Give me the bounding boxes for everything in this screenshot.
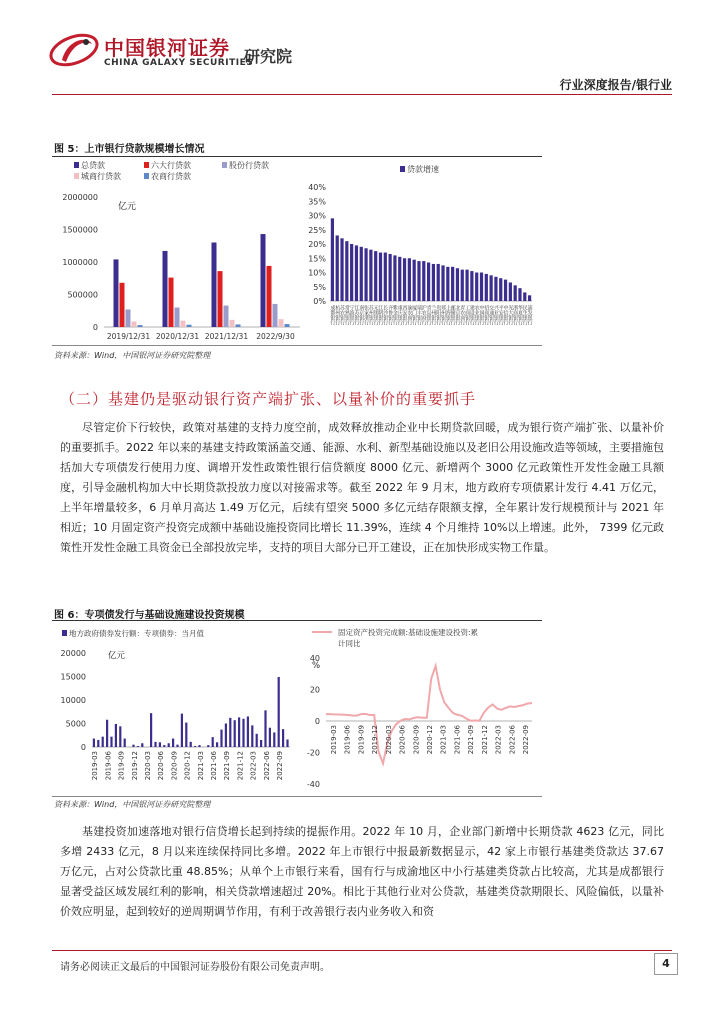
bar — [279, 319, 284, 327]
paragraph-1 — [60, 418, 664, 558]
bar — [461, 270, 464, 301]
bar — [150, 713, 152, 747]
y-tick-label: 40% — [308, 183, 326, 192]
x-tick-label: 青农商行 — [459, 305, 466, 325]
legend-label: 地方政府债券发行额：专项债券：当月值 — [69, 629, 204, 638]
y-tick-label: 20 — [309, 685, 320, 695]
x-tick-label: 2020-12 — [426, 725, 434, 755]
bar — [504, 280, 507, 301]
bar — [216, 742, 218, 747]
x-tick-label: 宁波银行 — [348, 305, 355, 325]
x-tick-label: 交通银行 — [488, 305, 495, 325]
x-tick-label: 2019-09 — [357, 725, 366, 755]
brand-name-cn: 中国银河证券 — [104, 36, 230, 60]
bar — [340, 238, 343, 301]
x-tick-label: 杭州银行 — [334, 305, 341, 325]
bar — [120, 283, 125, 327]
x-tick-label: 2022-06 — [262, 751, 271, 781]
bar — [218, 271, 223, 327]
bar — [470, 271, 473, 301]
x-tick-label: 2022-09 — [276, 751, 284, 781]
bar — [141, 743, 143, 747]
bar — [285, 324, 290, 327]
bar — [432, 264, 435, 301]
y-tick-label: 0 — [314, 717, 320, 726]
bar — [238, 717, 240, 747]
x-tick-label: 瑞丰银行 — [415, 305, 422, 325]
x-tick-label: 华夏银行 — [516, 305, 523, 325]
x-tick-label: 2020-06 — [398, 725, 407, 755]
bar — [514, 285, 517, 301]
bar — [229, 718, 231, 747]
x-tick-label: 2022-06 — [508, 725, 517, 755]
bar — [242, 719, 244, 747]
x-tick-label: 2021-09 — [223, 751, 232, 781]
x-tick-label: 紫金银行 — [391, 305, 398, 325]
x-tick-label: 2019-06 — [343, 725, 352, 755]
legend-label: 贷款增速 — [407, 165, 439, 174]
report-type: 行业深度报告/银行业 — [559, 78, 672, 92]
bar — [251, 725, 253, 747]
x-tick-label: 浙商银行 — [512, 305, 519, 325]
y-tick-label: 0 — [80, 743, 86, 752]
bar — [441, 265, 444, 301]
bar — [159, 742, 161, 747]
bar — [422, 261, 425, 301]
bar — [485, 274, 488, 301]
x-tick-label: 2019-03 — [91, 751, 100, 781]
bar — [256, 734, 258, 747]
bar — [106, 720, 108, 747]
y-tick-label: -20 — [306, 748, 320, 758]
x-tick-label: 齐鲁银行 — [387, 305, 394, 325]
x-tick-label: 2022/9/30 — [256, 332, 295, 341]
bar — [236, 324, 241, 327]
x-tick-label: 平安银行 — [497, 305, 504, 325]
x-tick-label: 建设银行 — [468, 305, 475, 325]
x-tick-label: 2021-09 — [467, 725, 476, 755]
x-tick-label: 2021-03 — [196, 751, 205, 781]
bar — [360, 247, 363, 301]
y-tick-label: 15000 — [60, 672, 86, 682]
bar — [518, 288, 521, 301]
bar — [124, 739, 126, 747]
y-tick-label: 5000 — [65, 719, 86, 729]
x-tick-label: 邮储银行 — [449, 305, 456, 325]
y-tick-label: -40 — [306, 780, 320, 789]
y-tick-label: 1500000 — [62, 225, 98, 235]
x-tick-label: 2020-03 — [384, 725, 393, 755]
legend-swatch — [144, 173, 149, 179]
legend-label: 农商行贷款 — [151, 172, 191, 181]
bar — [224, 306, 229, 327]
bar — [499, 278, 502, 301]
bar — [119, 726, 121, 747]
bar — [212, 737, 214, 747]
bar — [345, 241, 348, 301]
footer-disclaimer: 请务必阅读正文最后的中国银河证券股份有限公司免责声明。 — [60, 962, 330, 973]
x-tick-label: 厦门银行 — [411, 305, 418, 325]
bar — [494, 277, 497, 301]
bar — [234, 720, 236, 747]
paragraph-1-text: 尽管定价下行较快，政策对基建的支持力度空前，成效释放推动企业中长期贷款回暖，成为银行资产端扩张、以量补价的重要抓手。2022 年以来的基建支持政策涵盖交通、能源、水利、新型基础设施以及老旧公用设施改造等领域，主要措施包括加大专项债发行使用力度、调增开发性政策性银行信贷额度 8000 亿元、新增两个 3000 亿元政策性开发性金融工具额度，引导金融机构加大中长期贷款投放力度以对接需求等。截至 2022 年 9 月末，地方政府专项债累计发行 4.41 万亿元，上半年增量较多，6 月单月高达 1.49 万亿元，后续有望突 5000 多亿元结存限额支撑，全年累计发行规模预计与 2021 年相近；10 月固定资产投资完成额中基础设施投资同比增长 11.39%，连续 4 个月维持 10%以上增速。此外， 7399 亿元政策性开发性金融工具资金已全部投放完毕，支持的项目大部分已开工建设，正在加快形成实物工作量。 — [60, 421, 664, 554]
x-tick-label: 民生银行 — [521, 305, 528, 325]
x-tick-label: 兰州银行 — [430, 305, 437, 325]
legend-label: 股份行贷款 — [229, 161, 269, 170]
x-tick-label: 浦发银行 — [526, 305, 533, 325]
x-tick-label: 2020-12 — [183, 751, 192, 781]
bar — [456, 268, 459, 301]
y-tick-label: 10000 — [60, 696, 86, 705]
bar — [198, 745, 200, 747]
x-tick-label: 沪农商行 — [420, 305, 427, 325]
paragraph-2 — [60, 822, 664, 922]
x-tick-label: 2019-03 — [329, 725, 338, 755]
bar — [168, 743, 170, 747]
x-tick-label: 苏农银行 — [339, 305, 346, 325]
bar — [413, 260, 416, 301]
y-tick-label: 0 — [92, 323, 98, 332]
legend-swatch — [400, 166, 405, 172]
x-tick-label: 2020-09 — [412, 725, 421, 755]
bar — [230, 320, 235, 327]
bar — [163, 251, 168, 327]
bar — [154, 742, 156, 747]
bar — [175, 308, 180, 328]
bar — [331, 218, 334, 301]
y-tick-label: 40 — [309, 654, 320, 663]
x-tick-label: 张家港行 — [363, 305, 370, 325]
brand-name-en: CHINA GALAXY SECURITIES — [104, 58, 254, 68]
x-tick-label: 2022-03 — [249, 751, 258, 781]
bar — [176, 745, 178, 747]
bar — [273, 304, 278, 327]
x-tick-label: 2019-09 — [117, 751, 126, 781]
institute-label: 研究院 — [244, 47, 293, 66]
y-tick-label: 20% — [308, 240, 326, 249]
bar — [451, 267, 454, 301]
x-tick-label: 2019-12 — [130, 751, 139, 781]
x-tick-label: 上海银行 — [444, 305, 451, 325]
x-tick-label: 2019-06 — [104, 751, 113, 781]
bar — [475, 273, 478, 302]
bar — [403, 258, 406, 301]
bar — [114, 259, 119, 327]
legend-label: 六大行贷款 — [151, 161, 191, 170]
bar — [355, 245, 358, 301]
legend-swatch — [74, 173, 79, 179]
x-tick-label: 2020-09 — [170, 751, 179, 781]
bar — [261, 234, 266, 327]
infrastructure-investment-chart — [300, 624, 546, 794]
bar — [181, 321, 186, 327]
legend-swatch — [74, 162, 79, 168]
x-tick-label: 2020-06 — [157, 751, 166, 781]
unit-label: % — [312, 661, 321, 671]
bar — [417, 261, 420, 301]
legend-label: 城商行贷款 — [81, 172, 121, 181]
bar — [446, 267, 449, 301]
unit-label: 亿元 — [108, 651, 126, 661]
bar — [97, 740, 99, 747]
bar — [398, 257, 401, 301]
page-number: 4 — [654, 953, 678, 975]
bar — [509, 282, 512, 301]
bar — [225, 724, 227, 748]
bar — [437, 264, 440, 301]
x-tick-label: 2021-12 — [480, 725, 489, 755]
legend-swatch — [222, 162, 227, 168]
bar — [523, 292, 526, 301]
x-tick-label: 南京银行 — [358, 305, 365, 325]
x-tick-label: 2019-12 — [371, 725, 380, 755]
figure6-source-rule — [52, 796, 542, 797]
y-tick-label: 30% — [308, 211, 326, 221]
x-tick-label: 2021-06 — [210, 751, 218, 781]
bar — [93, 739, 95, 747]
x-tick-label: 2021-12 — [236, 751, 245, 781]
figure5-source-rule — [52, 345, 542, 346]
bar — [374, 251, 377, 301]
bar — [490, 275, 493, 301]
figure5-title: 图 5：上市银行贷款规模增长情况 — [54, 144, 205, 155]
bar — [132, 321, 137, 327]
legend-label: 总贷款 — [81, 161, 105, 170]
bar — [260, 740, 262, 747]
x-tick-label: 青岛银行 — [425, 305, 432, 325]
bar — [369, 250, 372, 301]
bar — [269, 728, 271, 747]
figure5-title-rule — [52, 156, 542, 157]
figure6-title-rule — [52, 620, 542, 621]
bar — [264, 710, 266, 747]
bar — [172, 739, 174, 747]
x-tick-label: 重庆银行 — [396, 305, 403, 325]
x-tick-label: 2021-06 — [453, 725, 462, 755]
bar — [169, 278, 174, 327]
bar — [528, 295, 531, 301]
x-tick-label: 2022-09 — [522, 725, 531, 755]
bar — [384, 253, 387, 301]
bar — [207, 745, 209, 747]
bar — [379, 253, 382, 301]
x-tick-label: 郑州银行 — [440, 305, 447, 325]
legend-swatch — [62, 630, 67, 636]
bar — [336, 235, 339, 301]
x-tick-label: 兴业银行 — [492, 305, 499, 325]
x-tick-label: 农业银行 — [473, 305, 480, 325]
figure5-source: 资料来源：Wind，中国银河证券研究院整理 — [54, 351, 211, 360]
bar — [138, 325, 143, 327]
loan-scale-chart — [52, 160, 302, 345]
paragraph-2-text: 基建投资加速落地对银行信贷增长起到持续的提振作用。2022 年 10 月，企业部门新增中长期贷款 4623 亿元，同比多增 2433 亿元，8 月以来连续保持同比多增。2022 年上市银行中报最新数据显示，42 家上市银行基建类贷款达 37.67 万亿元，占对公贷款比重 48.85%；从单个上市银行来看，国有行与成渝地区中小行基建类贷款占比较高，尤其是成都银行显著受益区域发展红利的影响，相关贷款增速超过 20%。相比于其他行业对公贷款，基建类贷款期限长、风险偏低，以量补价效应明显，起到较好的逆周期调节作用，有利于改善银行表内业务收入和资 — [60, 825, 664, 918]
x-tick-label: 2021/12/31 — [204, 332, 249, 341]
x-tick-label: 光大银行 — [507, 305, 514, 325]
x-tick-label: 成都银行 — [329, 305, 336, 325]
x-tick-label: 长沙银行 — [382, 305, 389, 325]
bar — [187, 325, 192, 327]
galaxy-logo-icon — [48, 30, 100, 74]
bar — [480, 273, 483, 302]
bar — [220, 730, 222, 747]
x-tick-label: 中国银行 — [478, 305, 485, 325]
x-tick-label: 北京银行 — [454, 305, 461, 325]
y-tick-label: 15% — [308, 254, 326, 264]
x-tick-label: 2022-03 — [494, 725, 503, 755]
bar — [350, 244, 353, 301]
bar — [267, 266, 272, 327]
x-tick-label: 常熟银行 — [343, 305, 350, 325]
bar — [181, 714, 183, 747]
y-tick-label: 35% — [308, 197, 326, 207]
y-tick-label: 10% — [308, 268, 326, 278]
bar — [194, 746, 196, 747]
loan-growth-chart — [306, 160, 546, 345]
bar — [115, 724, 117, 747]
section-heading: （二）基建仍是驱动银行资产端扩张、以量补价的重要抓手 — [60, 390, 477, 408]
x-tick-label: 2020/12/31 — [155, 332, 200, 341]
legend-label: 计同比 — [338, 639, 361, 648]
bar — [282, 729, 284, 747]
y-tick-label: 2000000 — [62, 193, 98, 202]
bar — [132, 745, 134, 747]
unit-label: 亿元 — [118, 202, 137, 212]
y-tick-label: 20000 — [60, 649, 86, 658]
legend-swatch — [144, 162, 149, 168]
header-divider — [52, 94, 672, 95]
x-tick-label: 西安银行 — [401, 305, 408, 325]
y-tick-label: 25% — [308, 225, 326, 235]
x-tick-label: 无锡银行 — [372, 305, 379, 325]
bar — [427, 263, 430, 301]
bar — [273, 732, 275, 747]
x-tick-label: 贵阳银行 — [435, 305, 442, 325]
x-tick-label: 渝农商行 — [406, 305, 413, 325]
y-tick-label: 0% — [313, 297, 326, 306]
x-tick-label: 招商银行 — [483, 305, 490, 325]
bar — [126, 309, 131, 327]
x-tick-label: 中信银行 — [502, 305, 509, 325]
legend-label: 固定资产投资完成额:基础设施建设投资:累 — [338, 628, 479, 637]
bar — [389, 254, 392, 301]
x-tick-label: 江阴银行 — [377, 305, 384, 325]
bar — [102, 737, 104, 747]
figure6-title: 图 6：专项债发行与基础设施建设投资规模 — [54, 610, 245, 621]
y-tick-label: 500000 — [67, 290, 98, 300]
bar — [286, 739, 288, 747]
x-tick-label: 江苏银行 — [353, 305, 360, 325]
footer-divider — [52, 950, 672, 951]
figure6-source: 资料来源：Wind，中国银河证券研究院整理 — [54, 800, 211, 809]
y-tick-label: 1000000 — [62, 258, 98, 267]
bar — [247, 716, 249, 747]
x-tick-label: 苏州银行 — [367, 305, 374, 325]
bar — [190, 742, 192, 747]
x-tick-label: 工商银行 — [464, 305, 471, 325]
x-tick-label: 2021-03 — [439, 725, 448, 755]
special-bond-chart — [52, 624, 302, 794]
x-tick-label: 2020-03 — [144, 751, 152, 781]
bar — [163, 745, 165, 747]
bar — [408, 258, 411, 301]
y-tick-label: 5% — [313, 282, 326, 292]
bar — [465, 270, 468, 301]
bar — [212, 243, 217, 328]
bar — [278, 677, 280, 747]
bar — [137, 746, 139, 747]
bar — [364, 248, 367, 301]
x-tick-label: 2019/12/31 — [106, 332, 151, 341]
bar — [185, 723, 187, 747]
bar — [393, 255, 396, 301]
bar — [110, 737, 112, 747]
